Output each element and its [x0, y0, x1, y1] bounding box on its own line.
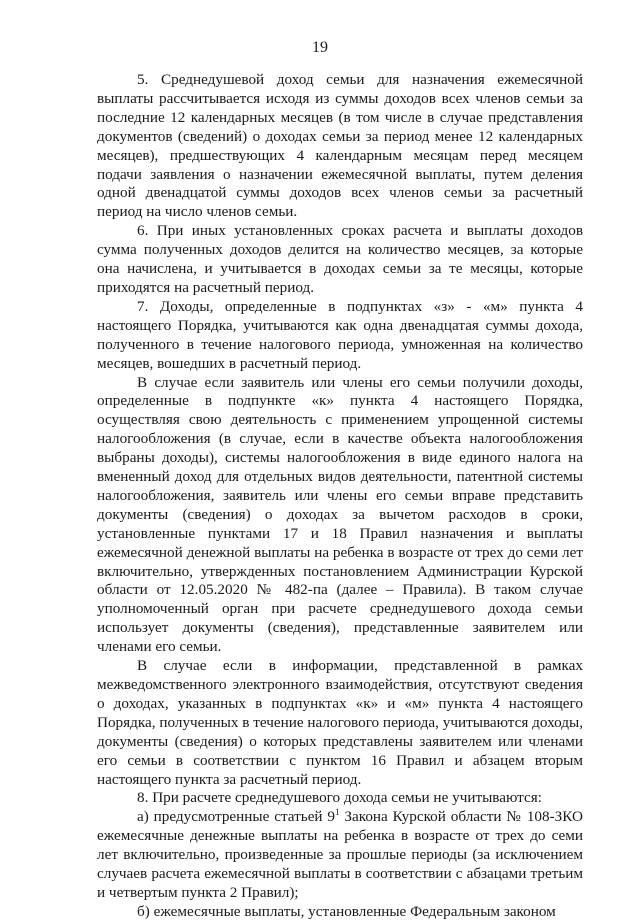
paragraph-8-a [97, 808, 583, 903]
paragraph-8-a-suffix: Закона Курской области № 108-ЗКО [339, 808, 583, 826]
paragraph-8-a-superscript: 1 [335, 807, 340, 818]
paragraph-5: 5. Среднедушевой доход семьи для назначения ежемесячной выплаты рассчитывается исходя из суммы доходов всех членов семьи за последние 12 календарных месяцев (в том числе в случае представления документов (сведений) о доходах семьи за период менее 12 календарных месяцев), предшествующих 4 календарным месяцам перед месяцем подачи заявления о назначении ежемесячной выплаты, путем деления одной двенадцатой суммы доходов всех членов семьи за расчетный период на число членов семьи. [97, 71, 583, 221]
paragraph-7: 7. Доходы, определенные в подпунктах «з» - «м» пункта 4 настоящего Порядка, учитываются как одна двенадцатая суммы дохода, полученного в течение налогового периода, умноженная на количество месяцев, вошедших в расчетный период. [97, 297, 583, 372]
paragraph-8-a-body: ежемесячные денежные выплаты на ребенка в возрасте от трех до семи лет включительно, произведенные за прошлые периоды (за исключением случаев расчета ежемесячной выплаты в соответствии с абзацами третьим и четвертым пункта 2 Правил); [97, 827, 583, 901]
paragraph-8-b: б) ежемесячные выплаты, установленные Федеральным законом [137, 902, 556, 920]
document-body [97, 71, 583, 922]
paragraph-6: 6. При иных установленных сроках расчета и выплаты доходов сумма полученных доходов делится на количество месяцев, за которые она начислена, и учитывается в доходах семьи за те месяцы, которые приходятся на расчетный период. [97, 222, 583, 296]
page-number: 19 [312, 39, 328, 56]
paragraph-7-simplified-tax: В случае если заявитель или члены его семьи получили доходы, определенные в подпункте «к» пункта 4 настоящего Порядка, осуществляя свою деятельность с применением упрощенной системы налогообложения (в случае, если в качестве объекта налогообложения выбраны доходы), системы налогообложения в виде единого налога на вмененный доход для отдельных видов деятельности, патентной системы налогообложения, заявитель или члены его семьи вправе представить документы (сведения) о доходах за вычетом расходов в сроки, установленные пунктами 17 и 18 Правил назначения и выплаты ежемесячной денежной выплаты на ребенка в возрасте от трех до семи лет включительно, утвержденных постановлением Администрации Курской области от 12.05.2020 № 482-па (далее – Правила). В таком случае уполномоченный орган при расчете среднедушевого дохода семьи использует документы (сведения), представленные заявителем или членами его семьи. [97, 373, 583, 656]
paragraph-8-a-prefix: а) предусмотренные статьей 9 [137, 808, 336, 826]
paragraph-8: 8. При расчете среднедушевого дохода семьи не учитываются: [137, 789, 542, 807]
paragraph-7-interagency: В случае если в информации, представленной в рамках межведомственного электронного взаимодействия, отсутствуют сведения о доходах, указанных в подпунктах «к» и «м» пункта 4 настоящего Порядка, полученных в течение налогового периода, учитываются доходы, документы (сведения) о которых представлены заявителем или членами его семьи в соответствии с пунктом 16 Правил и абзацем вторым настоящего пункта за расчетный период. [97, 657, 583, 788]
